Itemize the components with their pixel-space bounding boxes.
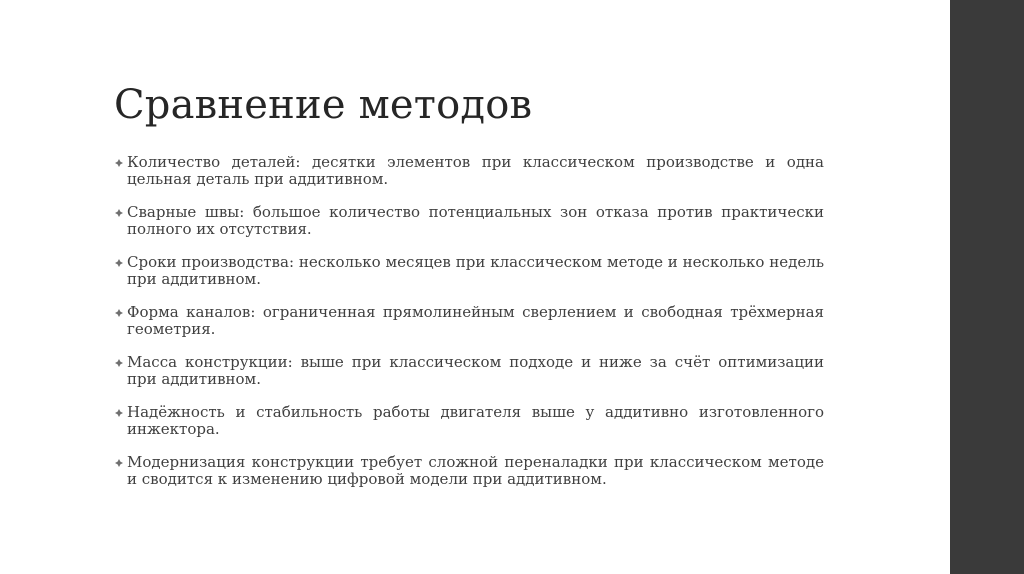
bullet-item xyxy=(114,454,824,489)
bullet-list xyxy=(114,154,824,504)
diamond-bullet-icon xyxy=(114,158,124,168)
diamond-bullet-icon xyxy=(114,358,124,368)
diamond-bullet-icon xyxy=(114,458,124,468)
bullet-text: Форма каналов: ограниченная прямолинейным сверлением и свободная трёхмерная геометрия. xyxy=(127,304,824,338)
bullet-item xyxy=(114,404,824,439)
bullet-text: Сроки производства: несколько месяцев при классическом методе и несколько недель при аддитивном. xyxy=(127,254,824,288)
right-sidebar-bar xyxy=(950,0,1024,574)
bullet-text: Модернизация конструкции требует сложной переналадки при классическом методе и сводится к изменению цифровой модели при аддитивном. xyxy=(127,454,824,488)
bullet-text: Надёжность и стабильность работы двигателя выше у аддитивно изготовленного инжектора. xyxy=(127,404,824,438)
diamond-bullet-icon xyxy=(114,208,124,218)
bullet-item xyxy=(114,154,824,189)
bullet-item xyxy=(114,254,824,289)
diamond-bullet-icon xyxy=(114,408,124,418)
slide-title: Сравнение методов xyxy=(114,82,533,128)
bullet-text: Сварные швы: большое количество потенциальных зон отказа против практически полного их отсутствия. xyxy=(127,204,824,238)
diamond-bullet-icon xyxy=(114,258,124,268)
bullet-item xyxy=(114,354,824,389)
bullet-item xyxy=(114,204,824,239)
diamond-bullet-icon xyxy=(114,308,124,318)
bullet-text: Количество деталей: десятки элементов при классическом производстве и одна цельная деталь при аддитивном. xyxy=(127,154,824,188)
bullet-item xyxy=(114,304,824,339)
bullet-text: Масса конструкции: выше при классическом подходе и ниже за счёт оптимизации при аддитивном. xyxy=(127,354,824,388)
